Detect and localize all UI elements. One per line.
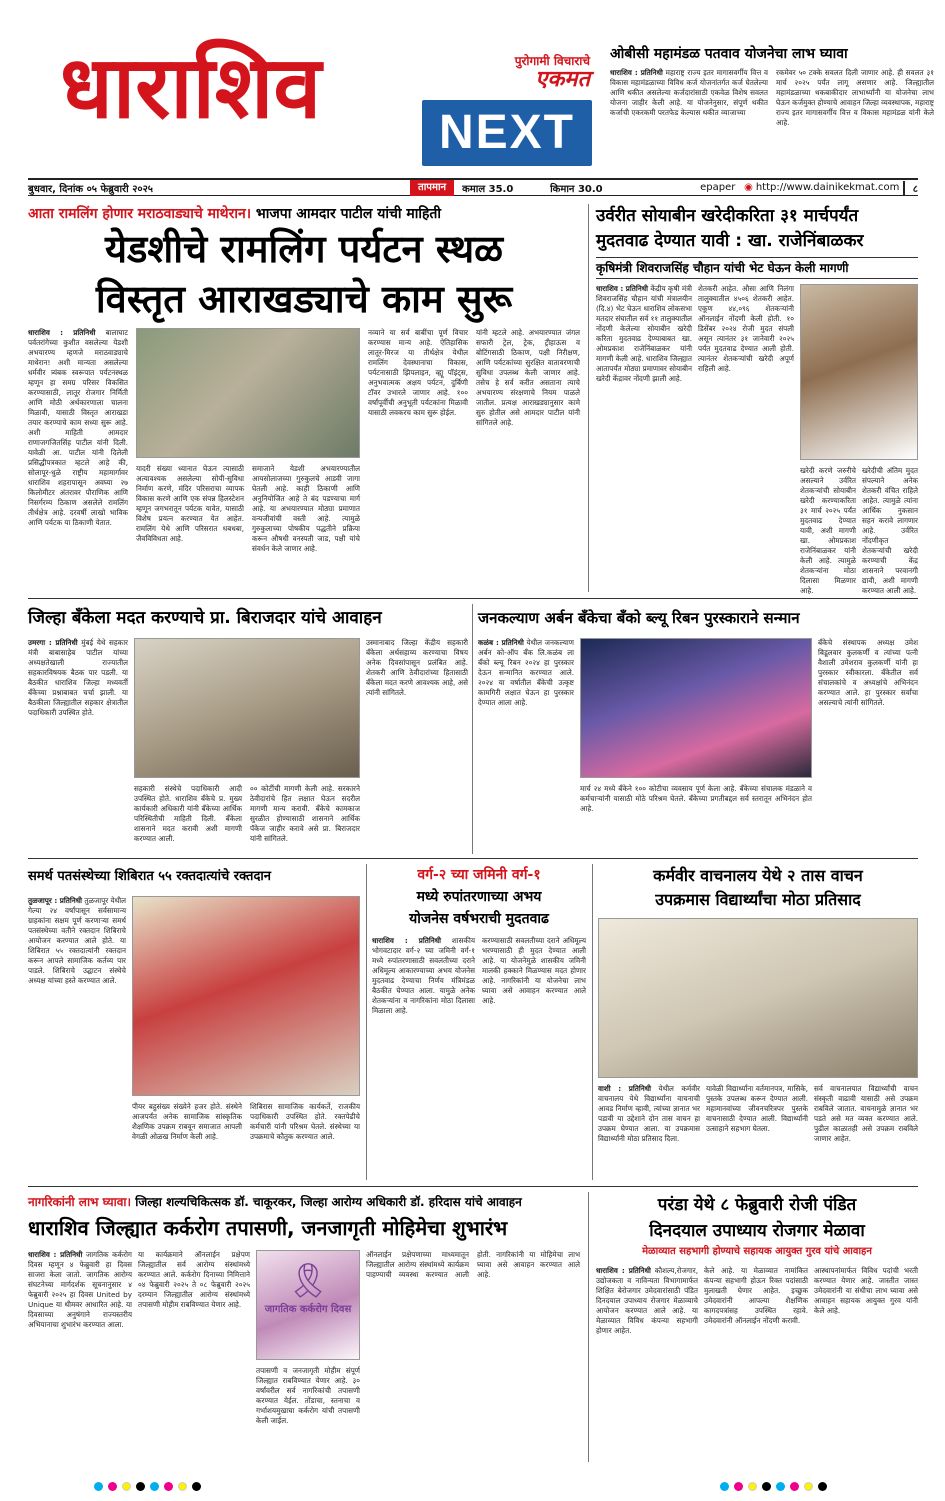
registration-dot bbox=[108, 1482, 117, 1491]
blood-byline: तुळजापूर : प्रतिनिधी bbox=[28, 896, 82, 905]
registration-dot bbox=[136, 1482, 145, 1491]
bank-col2: सहकारी संस्थेचे पदाधिकारी आदी उपस्थित होते. धाराशिव बँकेचे प्र. मुख्य कार्यकारी अधिकारी यांनी बँकेच्या आर्थिक परिस्थितीची माहिती दिली. बँकेला शासनाने मदत करावी अशी मागणी करण्यात आली. bbox=[134, 784, 242, 843]
registration-dot bbox=[720, 1482, 729, 1491]
lead-col3: समाजाने येडशी अभयारण्यातील आयसोलाजच्या गुरुकुलचे आडवी जागा घेतली आहे. काही ठिकाणी आणि अनुनियोजित आहे ते बंद पडण्याचा मार्ग आहे. या अभयारण्यात मोठ्या प्रमाणात वन्यजीवांची वस्ती आहे. त्यामुळे गुरुकुलाच्या पोषकीय पद्धतीने प्रक्रिया करून औषधी वनस्पती जाड, पक्षी यांचे संवर्धन केले जाणार आहे. bbox=[252, 464, 360, 553]
registration-dot bbox=[748, 1482, 757, 1491]
award-col2: मार्च २४ मध्ये बँकेने १०० कोटीचा व्यवसाय पूर्ण केला आहे. बँकेच्या संचालक मंडळाने व कर्मचाऱ्यांनी यासाठी मोठे परिश्रम घेतले. बँकेच्या प्रगतीबद्दल सर्व स्तरातून अभिनंदन होत आहे. bbox=[580, 784, 812, 813]
award-story bbox=[478, 604, 918, 854]
jobfair-col2: केले आहे. या मेळाव्यात नामांकित कंपन्या सहभागी होऊन रिक्त पदांसाठी मुलाखती घेणार आहेत. इच्छुक उमेदवारांनी आपल्या शैक्षणिक कागदपत्रांसह उपस्थित रहावे. उमेदवारांनी ऑनलाईन नोंदणी करावी. bbox=[704, 1266, 808, 1325]
award-headline: जनकल्याण अर्बन बँकेचा बँको ब्ल्यू रिबन पुरस्काराने सन्मान bbox=[478, 609, 800, 627]
epaper-label: epaper bbox=[700, 182, 736, 193]
registration-dot bbox=[122, 1482, 131, 1491]
award-photo bbox=[580, 638, 812, 778]
library-byline: वाशी : प्रतिनिधी bbox=[598, 1084, 651, 1093]
blood-col3: शिबिरास सामाजिक कार्यकर्ते, राजकीय पदाधिकारी उपस्थित होते. रक्तपेढीचे कर्मचारी यांनी परिश्रम घेतले. संस्थेच्या या उपक्रमाचे कौतुक करण्यात आले. bbox=[250, 1102, 360, 1141]
jobfair-headline-2: दिनदयाल उपाध्याय रोजगार मेळावा bbox=[649, 1221, 865, 1241]
section-rule bbox=[28, 1186, 918, 1187]
cancer-kicker-red: नागरिकांनी लाभ घ्यावा। bbox=[28, 1195, 132, 1209]
bank-story bbox=[28, 604, 468, 854]
registration-dot bbox=[94, 1482, 103, 1491]
brand-tagline: पुरोगामी विचाराचे bbox=[514, 54, 590, 68]
obc-col2: रकमेवर ५० टक्के सवलत दिली जाणार आहे. ही सवलत ३१ मार्च २०२५ पर्यंत लागू असणार आहे. जिल्ह्यातील महामंडळाच्या थकबाकीदार लाभार्थ्यांनी या योजनेचा लाभ घेऊन कर्जमुक्त होण्याचे आवाहन जिल्हा व्यवस्थापक, महाराष्ट्र राज्य इतर मागासवर्गीय वित्त व विकास महामंडळ यांनी केले आहे. bbox=[776, 68, 934, 127]
award-col1: कळंब : प्रतिनिधी येथील जनकल्याण अर्बन को-ऑप बँक लि.कळंब ला बँको ब्ल्यू रिबन २०२४ हा पुरस्कार देऊन सन्मानित करण्यात आले. २०२४ या वर्षातील बँकेची उत्कृष्ट कामगिरी लक्षात घेऊन हा पुरस्कार देण्यात आला आहे. bbox=[478, 638, 574, 707]
divider bbox=[588, 1192, 589, 1462]
bank-headline: जिल्हा बँकेला मदत करण्याचे प्रा. बिराजदार यांचे आवाहन bbox=[28, 608, 382, 628]
registration-marks-left bbox=[94, 1476, 206, 1495]
cancer-byline: धाराशिव : प्रतिनिधी bbox=[28, 1250, 83, 1259]
masthead bbox=[0, 0, 945, 178]
registration-dot bbox=[818, 1482, 827, 1491]
page-number: ८ bbox=[903, 181, 918, 195]
brand-name: एकमत bbox=[535, 67, 590, 92]
bank-byline: उमरगा : प्रतिनिधी bbox=[28, 638, 78, 647]
lead-col1: धाराशिव : प्रतिनिधी बालाघाट पर्वतरांगेच्या कुशीत वसलेल्या येडशी अभयारण्य म्हणजे मराठवाड्याचे माथेरान! अशी मान्यता असलेल्या धर्मवीर त्र्यंबक स्वरूपात पर्यटनस्थळ म्हणून हा समग्र परिसर विकसित करण्यासाठी, लातूर रोजगार निर्मिती आणि मोठी अर्थकारणाला चालना मिळावी, यासाठी विस्तृत आराखडा तयार करण्याचे काम सध्या सुरू आहे. अशी माहिती आमदार राणाजगजितसिंह पाटील यांनी दिली. यावेळी आ. पाटील यांनी दिलेली प्रसिद्धीपत्रकात म्हटले आहे की, सोलापूर-धुळे राष्ट्रीय महामार्गावर धाराशिव शहरापासून अवघ्या २७ किलोमीटर अंतरावर पौराणिक आणि निसर्गरम्य ठिकाण असलेले रामलिंग तीर्थक्षेत्र आहे. दरवर्षी लाखो भाविक आणि पर्यटक या ठिकाणी येतात. bbox=[28, 328, 128, 527]
obc-story bbox=[610, 44, 935, 178]
cancer-col1: धाराशिव : प्रतिनिधी जागतिक कर्करोग दिवस म्हणून ४ फेब्रुवारी हा दिवस साजरा केला जातो. जागतिक आरोग्य संघटनेच्या मार्गदर्शक सूचनानुसार ४ फेब्रुवारी २०२५ हा दिवस United by Unique या थीमवर आधारित आहे. या दिवसाच्या अनुषंगाने राज्यस्तरीय अभियानाचा शुभारंभ करण्यात आला. bbox=[28, 1250, 132, 1329]
library-col3: सर्व वाचनालयात विद्यार्थ्यांची वाचन संस्कृती वाढावी यासाठी असे उपक्रम राबविले जातात. वाचनामुळे ज्ञानात भर पडते असे मत व्यक्त करण्यात आले. पुढील काळातही असे उपक्रम राबविले जाणार आहेत. bbox=[814, 1084, 918, 1143]
cancer-kicker bbox=[28, 1192, 580, 1212]
divider bbox=[592, 864, 593, 1180]
library-headline-1: कर्मवीर वाचनालय येथे २ तास वाचन bbox=[653, 866, 863, 885]
land-col1: धाराशिव : प्रतिनिधी शासकीय भोगवटादार वर्ग-२ च्या जमिनी वर्ग-१ मध्ये रुपांतरणासाठी सवलतीच्या दराने अधिमूल्य आकारण्याच्या अभय योजनेस मुदतवाढ देण्याचा निर्णय मंत्रिमंडळ बैठकीत घेण्यात आला. यामुळे अनेक शेतकऱ्यांना व नागरिकांना मोठा दिलासा मिळाला आहे. bbox=[372, 936, 475, 1015]
jobfair-story bbox=[596, 1192, 918, 1462]
obc-byline: धाराशिव : प्रतिनिधी bbox=[610, 68, 663, 77]
soybean-photo bbox=[800, 284, 918, 460]
registration-dot bbox=[150, 1482, 159, 1491]
lead-col5: यांनी म्हटले आहे. अभयारण्यात जंगल सफारी ट्रेल, ट्रेक, ट्रीहाऊस व बोटिंगसाठी ठिकाण, पक्षी निरीक्षण, आणि पर्यटकांच्या सुरक्षित वातावरणाची सुविधा उपलब्ध केली जाणार आहे. तसेच हे सर्व करीत असताना त्याचे अभयारण्य संरक्षणाचे नियम पाळले जातील. प्रत्यक्ष आराखड्यानुसार कामे सुरु होतील असे आमदार पाटील यांनी सांगितले आहे. bbox=[476, 328, 580, 427]
library-col2: यावेळी विद्यार्थ्यांना वर्तमानपत्र, मासिके, पुस्तके उपलब्ध करून देण्यात आली. महामानवांच्या जीवनचरित्रपर पुस्तके वाचनासाठी देण्यात आली. विद्यार्थ्यांनी उत्साहाने सहभाग घेतला. bbox=[706, 1084, 808, 1133]
registration-dot bbox=[790, 1482, 799, 1491]
blood-headline: समर्थ पतसंस्थेच्या शिबिरात ५५ रक्तदात्यांचे रक्तदान bbox=[28, 869, 271, 884]
soybean-headline-1: उर्वरीत सोयाबीन खरेदीकरिता ३१ मार्चपर्यंत bbox=[596, 206, 859, 226]
next-logo bbox=[422, 100, 592, 166]
obc-headline: ओबीसी महामंडळ पतवाव योजनेचा लाभ घ्यावा bbox=[610, 46, 848, 62]
lead-kicker-rest: भाजपा आमदार पाटील यांची माहिती bbox=[255, 206, 441, 222]
award-col3: बँकेचे संस्थापक अध्यक्ष उमेश बिडूलवार कुलकर्णी व त्यांच्या पत्नी वैशाली उमेशराव कुलकर्णी यांनी हा पुरस्कार स्वीकारला. बँकेतील सर्व संचालकांचे व अध्यक्षांचे अभिनंदन करण्यात आले. हा पुरस्कार सर्वांचा असल्याचे त्यांनी सांगितले. bbox=[818, 638, 918, 707]
lead-kicker bbox=[28, 204, 580, 224]
registration-marks-right bbox=[720, 1476, 832, 1495]
library-story bbox=[598, 864, 918, 1180]
soybean-col4: खरेदीची अंतिम मुदत संपल्याने अनेक शेतकरी वंचित राहिले आहेत. त्यामुळे त्यांना आर्थिक नुकसान सहन करावे लागणार आहे. उर्वरित नोंदणीकृत शेतकऱ्यांची खरेदी करण्याची केंद्र शासनाने परवानगी द्यावी, अशी मागणी करण्यात आली आहे. bbox=[862, 466, 918, 595]
blood-col1: तुळजापूर : प्रतिनिधी तुळजापूर येथील गेल्या २४ वर्षांपासून सर्वसामान्य ग्राहकांना सक्षम पूर्ण करणाऱ्या समर्थ पतसंस्थेच्या वतीने रक्तदान शिबिराचे आयोजन करण्यात आले होते. या शिबिरात ५५ रक्तदात्यांनी रक्तदान करून आपले सामाजिक कर्तव्य पार पाडले. शिबिराचे उद्घाटन संस्थेचे अध्यक्ष यांच्या हस्ते करण्यात आले. bbox=[28, 896, 126, 985]
lead-byline: धाराशिव : प्रतिनिधी bbox=[28, 328, 96, 337]
lead-col2: यादरी संख्या ध्यानात घेऊन त्यासाठी अत्यावश्यक असलेल्या सोयी-सुविधा निर्माण करणे, मंदिर परिसराचा व्यापक विकास करणे आणि एक संपन्न हिलस्टेशन म्हणून जगभरातून पर्यटक यावेत, यासाठी विशेष प्रयत्न करण्यात येत आहेत. रामलिंग येथे आणि परिसरात धबधबा, जैवविविधता आहे. bbox=[136, 464, 244, 543]
jobfair-headline-1: परंडा येथे ८ फेब्रुवारी रोजी पंडित bbox=[657, 1195, 857, 1215]
registration-dot bbox=[762, 1482, 771, 1491]
ribbon-icon: 🎗 bbox=[286, 1261, 330, 1301]
land-headline-2: मध्ये रुपांतरणाच्या अभय bbox=[416, 889, 542, 905]
cancer-col2: या कार्यक्रमाने ऑनलाईन प्रक्षेपण जिल्ह्यातील सर्व आरोग्य संस्थांमध्ये करण्यात आले. कर्करोग दिनाच्या निमित्ताने ०४ फेब्रुवारी २०२५ ते ०८ फेब्रुवारी २०२५ दरम्यान जिल्ह्यातील आरोग्य संस्थांमध्ये तपासणी मोहीम राबविण्यात येणार आहे. bbox=[138, 1250, 250, 1309]
bank-col3: ०० कोटींची मागणी केली आहे. सरकारने ठेवीदारांचे हित लक्षात घेऊन सदरील मागणी मान्य करावी. बँकेचे कामकाज सुरळीत होण्यासाठी शासनाने आर्थिक पॅकेज जाहीर करावे असे प्रा. बिराजदार यांनी सांगितले. bbox=[250, 784, 360, 843]
temperature-label: तापमान bbox=[410, 180, 454, 196]
soybean-col3: खरेदी करणे जरुरीचे असल्याने उर्वरित शेतकऱ्यांची सोयाबीन खरेदी करण्याकरिता ३१ मार्च २०२५ पर्यंत मुदतवाढ देण्यात यावी, अशी मागणी खा. ओमप्रकाश राजेनिंबाळकर यांनी केली आहे. त्यामुळे शेतकऱ्यांना मोठा दिलासा मिळणार आहे. bbox=[800, 466, 856, 595]
library-photo bbox=[598, 918, 918, 1078]
land-col2: करण्यासाठी सवलतीच्या दराने अधिमूल्य भरण्यासाठी ही मुदत देण्यात आली आहे. या योजनेमुळे शासकीय जमिनी मालकी हक्काने मिळण्यास मदत होणार आहे. नागरिकांनी या योजनेचा लाभ घ्यावा असे आवाहन करण्यात आले आहे. bbox=[482, 936, 586, 1005]
cancer-story bbox=[28, 1192, 580, 1462]
land-story bbox=[372, 864, 586, 1180]
blood-col2: पीयर बहुसंख्य संख्येने हजर होते. संस्थेने आजपर्यंत अनेक सामाजिक सांस्कृतिक शैक्षणिक उपक्रम राबवून समाजात आपली वेगळी ओळख निर्माण केली आहे. bbox=[132, 1102, 242, 1141]
land-byline: धाराशिव : प्रतिनिधी bbox=[372, 936, 441, 945]
lead-col4: नव्याने या सर्व बाबींचा पूर्ण विचार करण्यास मान्य आहे. ऐतिहासिक लातूर-मिरज या तीर्थक्षेत्र येथील रामलिंग देवस्थानाचा विकास, पर्यटनासाठी झिपलाइन, व्ह्यू पॉइंट्स, अनुभवात्मक अक्षय पर्यटन, दुर्बिणी टॉवर उभारले जाणार आहे. १०० वर्षांपूर्वीची अनुभूती पर्यटकांना मिळावी यासाठी लवकरच काम सुरू होईल. bbox=[368, 328, 468, 417]
lead-headline-2: विस्तृत आराखड्याचे काम सुरू bbox=[95, 277, 513, 321]
section-rule bbox=[28, 598, 918, 599]
blood-story bbox=[28, 864, 360, 1180]
jobfair-col3: आस्थापनांमार्फत विविध पदांची भरती करण्यात येणार आहे. जास्तीत जास्त उमेदवारांनी या संधीचा लाभ घ्यावा असे आवाहन सहायक आयुक्त गुरव यांनी केले आहे. bbox=[814, 1266, 918, 1315]
website-link[interactable]: http://www.dainikekmat.com bbox=[755, 182, 900, 193]
bank-col4: उस्मानाबाद जिल्हा केंद्रीय सहकारी बँकेला अर्थसहाय्य करण्याचा विषय अनेक दिवसांपासून प्रलंबित आहे. शेतकरी आणि ठेवीदारांच्या हितासाठी बँकेला मदत करणे आवश्यक आहे, असे त्यांनी सांगितले. bbox=[366, 638, 468, 697]
jobfair-byline: धाराशिव : प्रतिनिधी bbox=[596, 1266, 651, 1275]
registration-dot bbox=[804, 1482, 813, 1491]
registration-dot bbox=[164, 1482, 173, 1491]
temperature-max: कमाल 35.0 bbox=[462, 183, 514, 195]
obc-col1: धाराशिव : प्रतिनिधी महाराष्ट्र राज्य इतर मागासवर्गीय वित्त व विकास महामंडळाच्या विविध कर्ज योजनांतर्गत कर्ज घेतलेल्या आणि थकीत असलेल्या कर्जदारांसाठी एकवेळ विशेष सवलत योजना जाहीर केली आहे. या योजनेनुसार, संपूर्ण थकीत कर्जाची एकरकमी परतफेड केल्यास थकीत व्याजाच्या bbox=[610, 68, 768, 117]
cancer-poster-title: जागतिक कर्करोग दिवस bbox=[264, 1304, 352, 1315]
next-logo-text: NEXT bbox=[438, 106, 575, 159]
bank-col1: उमरगा : प्रतिनिधी मुंबई येथे सहकार मंत्री बाबासाहेब पाटील यांच्या अध्यक्षतेखाली राज्यातील सहकारविषयक बैठक पार पडली. या बैठकीत धाराशिव जिल्हा मध्यवर्ती बँकेच्या प्रश्नाबाबत चर्चा झाली. या बैठकीला जिल्ह्यातील सहकार क्षेत्रातील पदाधिकारी उपस्थित होते. bbox=[28, 638, 128, 717]
divider bbox=[472, 604, 473, 854]
library-col1: वाशी : प्रतिनिधी येथील कर्मवीर वाचनालय येथे विद्यार्थ्यांना वाचनाची आवड निर्माण व्हावी, त्यांच्या ज्ञानात भर पडावी या उद्देशाने दोन तास वाचन हा उपक्रम घेण्यात आला. या उपक्रमास विद्यार्थ्यांनी मोठा प्रतिसाद दिला. bbox=[598, 1084, 700, 1143]
soybean-headline-2: मुदतवाढ देण्यात यावी : खा. राजेनिंबाळकर bbox=[596, 231, 864, 251]
soybean-col2: शेतकरी आहेत. औसा आणि निलंगा तालुक्यातील ४५०६ शेतकरी आहेत. एकूण ४४,०९६ शेतकऱ्यांनी ऑनलाईन नोंदणी केली होती. १० डिसेंबर २०२४ रोजी मुदत संपली असून त्यानंतर ३१ जानेवारी २०२५ पर्यंत मुदतवाढ देण्यात आली होती. त्यानंतर शेतकऱ्यांची खरेदी अपूर्ण राहिली आहे. bbox=[698, 284, 794, 373]
section-rule bbox=[28, 858, 918, 859]
registration-dot bbox=[178, 1482, 187, 1491]
date-bar bbox=[28, 178, 918, 196]
temperature-min: किमान 30.0 bbox=[550, 183, 603, 195]
globe-icon: ◉ bbox=[744, 182, 753, 193]
divider bbox=[366, 864, 367, 1180]
bank-photo bbox=[134, 638, 360, 778]
registration-dot bbox=[776, 1482, 785, 1491]
cancer-poster bbox=[256, 1250, 360, 1360]
cancer-col4: ऑनलाईन प्रक्षेपणाच्या माध्यमातून जिल्ह्यातील आरोग्य संस्थांमध्ये कार्यक्रम पाहण्याची व्यवस्था करण्यात आली होती. नागरिकांनी या मोहिमेचा लाभ घ्यावा असे आवाहन करण्यात आले आहे. bbox=[366, 1250, 580, 1279]
soybean-subhead: कृषिमंत्री शिवराजसिंह चौहान यांची भेट घेऊन केली मागणी bbox=[596, 257, 918, 279]
issue-date: बुधवार, दिनांक ०५ फेब्रुवारी २०२५ bbox=[28, 183, 153, 195]
library-headline-2: उपक्रमास विद्यार्थ्यांचा मोठा प्रतिसाद bbox=[655, 890, 861, 909]
jobfair-col1: धाराशिव : प्रतिनिधी कौशल्य,रोजगार, उद्योजकता व नाविन्यता विभागामार्फत शिक्षित बेरोजगार उमेदवारांसाठी पंडित दिनदयाल उपाध्याय रोजगार मेळाव्याचे आयोजन करण्यात आले आहे. या मेळाव्यात विविध कंपन्या सहभागी होणार आहेत. bbox=[596, 1266, 698, 1335]
divider bbox=[588, 204, 589, 592]
soybean-col1: धाराशिव : प्रतिनिधी केंद्रीय कृषी मंत्री शिवराजसिंह चौहान यांची मंत्रालयीन (दि.४) भेट घेऊन धाराशिव लोकसभा मतदार संघातील सर्व ११ तालुक्यातील नोंदणी केलेल्या सोयाबीन खरेदी करिता मुदतवाढ देण्याबाबत खा. ओमप्रकाश राजेनिंबाळकर यांनी मागणी केली आहे. धाराशिव जिल्ह्यात आतापर्यंत मोठ्या प्रमाणावर सोयाबीन खरेदी केंद्रावर नोंदणी झाली आहे. bbox=[596, 284, 692, 383]
land-headline-3: योजनेस वर्षभराची मुदतवाढ bbox=[409, 911, 549, 927]
brand-block bbox=[420, 52, 590, 91]
registration-dot bbox=[192, 1482, 201, 1491]
masthead-title: धाराशिव bbox=[60, 38, 322, 138]
cancer-kicker-rest: जिल्हा शल्यचिकित्सक डॉ. चाकूरकर, जिल्हा आरोग्य अधिकारी डॉ. हरिदास यांचे आवाहन bbox=[135, 1195, 522, 1209]
award-byline: कळंब : प्रतिनिधी bbox=[478, 638, 524, 647]
lead-kicker-red: आता रामलिंग होणार मराठवाड्याचे माथेरान। bbox=[28, 206, 252, 222]
cancer-headline: धाराशिव जिल्ह्यात कर्करोग तपासणी, जनजागृती मोहिमेचा शुभारंभ bbox=[28, 1216, 508, 1240]
land-headline-1: वर्ग-२ च्या जमिनी वर्ग-१ bbox=[417, 867, 541, 883]
soybean-byline: धाराशिव : प्रतिनिधी bbox=[596, 284, 648, 293]
registration-dot bbox=[734, 1482, 743, 1491]
lead-story bbox=[28, 204, 580, 592]
cancer-col3: तपासणी व जनजागृती मोहीम संपूर्ण जिल्ह्यात राबविण्यात येणार आहे. ३० वर्षांवरील सर्व नागरिकांची तपासणी करण्यात येईल. तोंडाचा, स्तनाचा व गर्भाशयमुखाचा कर्करोग यांची तपासणी केली जाईल. bbox=[256, 1366, 360, 1425]
jobfair-subhead: मेळाव्यात सहभागी होण्याचे सहायक आयुक्त गुरव यांचे आवाहन bbox=[642, 1246, 872, 1257]
blood-photo bbox=[132, 896, 360, 1096]
soybean-story bbox=[596, 204, 918, 595]
lead-headline-1: येडशीचे रामलिंग पर्यटन स्थळ bbox=[104, 227, 504, 271]
lead-photo bbox=[136, 328, 360, 458]
